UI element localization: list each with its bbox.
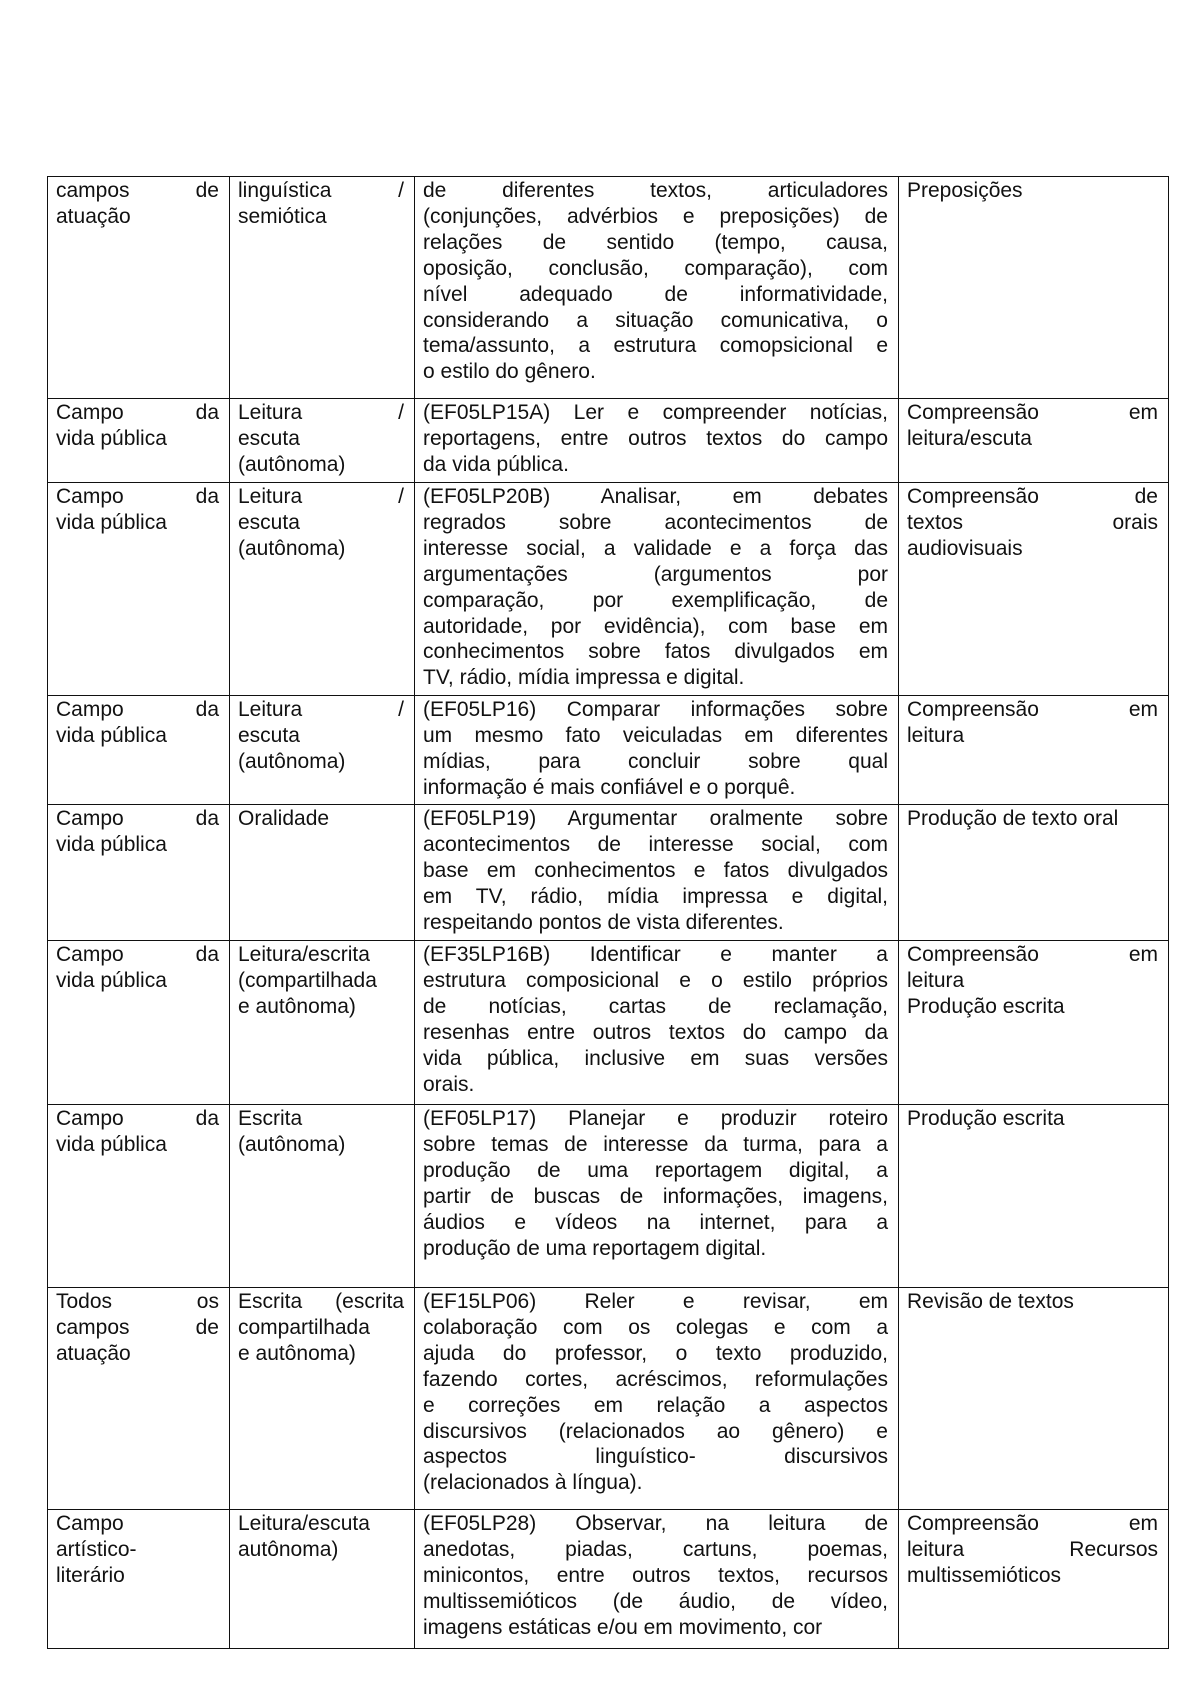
text-line: (compartilhada — [238, 968, 377, 992]
text-line: vida pública — [56, 832, 167, 856]
text-line: audiovisuais — [907, 536, 1023, 560]
text-line: (relacionados à língua). — [423, 1471, 643, 1495]
text-line: regrados sobre acontecimentos de — [423, 510, 888, 534]
text-line: compartilhada — [238, 1315, 370, 1339]
text-line: resenhas entre outros textos do campo da — [423, 1020, 888, 1044]
text-line: Revisão de textos — [907, 1290, 1074, 1313]
text-line: Leitura / — [238, 485, 404, 508]
text-line: Leitura/escuta — [238, 1512, 370, 1535]
pratica-linguagem-cell — [230, 805, 415, 941]
text-line: Campo da — [56, 807, 219, 830]
text-line: (EF35LP16B) Identificar e manter a — [423, 943, 888, 966]
text-line: tema/assunto, a estrutura comopsicional e — [423, 334, 888, 358]
text-line: produção de uma reportagem digital, a — [423, 1158, 888, 1182]
text-line: conhecimentos sobre fatos divulgados em — [423, 640, 888, 664]
text-line: Compreensão em — [907, 1512, 1158, 1535]
text-line: acontecimentos de interesse social, com — [423, 832, 888, 856]
text-line: Leitura/escrita — [238, 943, 370, 966]
habilidade-cell — [415, 696, 899, 805]
text-line: Campo da — [56, 485, 219, 508]
text-line: (EF05LP19) Argumentar oralmente sobre — [423, 807, 888, 830]
table-row — [48, 1288, 1169, 1510]
objeto-conhecimento-cell — [899, 941, 1169, 1105]
text-line: partir de buscas de informações, imagens, — [423, 1184, 888, 1208]
text-line: escuta — [238, 510, 300, 534]
campo-atuacao-cell — [48, 1105, 230, 1288]
text-line: respeitando pontos de vista diferentes. — [423, 910, 784, 934]
text-line: de notícias, cartas de reclamação, — [423, 994, 888, 1018]
text-line: TV, rádio, mídia impressa e digital. — [423, 666, 745, 690]
text-line: imagens estáticas e/ou em movimento, cor — [423, 1615, 823, 1639]
text-line: Campo da — [56, 943, 219, 966]
text-line: Escrita (escrita — [238, 1290, 404, 1313]
text-line: considerando a situação comunicativa, o — [423, 308, 888, 332]
text-line: (autônoma) — [238, 1132, 346, 1156]
text-line: (autônoma) — [238, 452, 346, 476]
habilidade-cell — [415, 399, 899, 483]
text-line: leitura Recursos — [907, 1537, 1158, 1561]
text-line: mídias, para concluir sobre qual — [423, 749, 888, 773]
campo-atuacao-cell — [48, 941, 230, 1105]
text-line: Compreensão em — [907, 401, 1158, 424]
habilidade-cell — [415, 941, 899, 1105]
text-line: vida pública — [56, 723, 167, 747]
text-line: interesse social, a validade e a força das — [423, 536, 888, 560]
text-line: Campo da — [56, 401, 219, 424]
text-line: e autônoma) — [238, 1341, 356, 1365]
text-line: leitura — [907, 723, 965, 747]
text-line: multissemióticos — [907, 1563, 1062, 1587]
text-line: produção de uma reportagem digital. — [423, 1236, 767, 1260]
text-line: campos de — [56, 1315, 219, 1339]
text-line: (EF05LP28) Observar, na leitura de — [423, 1512, 888, 1535]
text-line: sobre temas de interesse da turma, para a — [423, 1132, 888, 1156]
text-line: campos de — [56, 179, 219, 202]
table-row — [48, 805, 1169, 941]
text-line: linguística / — [238, 179, 404, 202]
text-line: Todos os — [56, 1290, 219, 1313]
text-line: leitura/escuta — [907, 426, 1032, 450]
text-line: semiótica — [238, 204, 327, 228]
text-line: textos orais — [907, 510, 1158, 534]
text-line: orais. — [423, 1072, 475, 1096]
campo-atuacao-cell — [48, 399, 230, 483]
text-line: artístico- — [56, 1537, 137, 1561]
objeto-conhecimento-cell — [899, 1288, 1169, 1510]
text-line: oposição, conclusão, comparação), com — [423, 256, 888, 280]
text-line: e correções em relação a aspectos — [423, 1393, 888, 1417]
text-line: vida pública, inclusive em suas versões — [423, 1046, 888, 1070]
text-line: Escrita — [238, 1107, 303, 1130]
text-line: Campo — [56, 1512, 124, 1535]
text-line: base em conhecimentos e fatos divulgados — [423, 858, 888, 882]
text-line: vida pública — [56, 1132, 167, 1156]
text-line: (EF05LP16) Comparar informações sobre — [423, 698, 888, 721]
pratica-linguagem-cell — [230, 399, 415, 483]
text-line: atuação — [56, 204, 131, 228]
campo-atuacao-cell — [48, 696, 230, 805]
campo-atuacao-cell — [48, 177, 230, 399]
text-line: da vida pública. — [423, 452, 569, 476]
text-line: (EF05LP15A) Ler e compreender notícias, — [423, 401, 888, 424]
habilidade-cell — [415, 1510, 899, 1649]
text-line: minicontos, entre outros textos, recursos — [423, 1563, 888, 1587]
table-row — [48, 1105, 1169, 1288]
pratica-linguagem-cell — [230, 696, 415, 805]
pratica-linguagem-cell — [230, 1105, 415, 1288]
table-row — [48, 483, 1169, 696]
text-line: autoridade, por evidência), com base em — [423, 614, 888, 638]
text-line: (autônoma) — [238, 536, 346, 560]
pratica-linguagem-cell — [230, 1288, 415, 1510]
table-row — [48, 399, 1169, 483]
text-line: Produção escrita — [907, 994, 1065, 1018]
text-line: nível adequado de informatividade, — [423, 282, 888, 306]
objeto-conhecimento-cell — [899, 483, 1169, 696]
campo-atuacao-cell — [48, 483, 230, 696]
habilidade-cell — [415, 805, 899, 941]
text-line: um mesmo fato veiculadas em diferentes — [423, 723, 888, 747]
text-line: Produção de texto oral — [907, 807, 1119, 830]
text-line: (EF05LP17) Planejar e produzir roteiro — [423, 1107, 888, 1130]
text-line: anedotas, piadas, cartuns, poemas, — [423, 1537, 888, 1561]
table-row — [48, 696, 1169, 805]
objeto-conhecimento-cell — [899, 696, 1169, 805]
text-line: autônoma) — [238, 1537, 339, 1561]
text-line: estrutura composicional e o estilo próprios — [423, 968, 888, 992]
text-line: Compreensão de — [907, 485, 1158, 508]
objeto-conhecimento-cell — [899, 1510, 1169, 1649]
text-line: Oralidade — [238, 807, 330, 830]
text-line: relações de sentido (tempo, causa, — [423, 230, 888, 254]
text-line: Produção escrita — [907, 1107, 1065, 1130]
text-line: escuta — [238, 723, 300, 747]
text-line: áudios e vídeos na internet, para a — [423, 1210, 888, 1234]
objeto-conhecimento-cell — [899, 1105, 1169, 1288]
text-line: Compreensão em — [907, 943, 1158, 966]
text-line: vida pública — [56, 968, 167, 992]
text-line: leitura — [907, 968, 965, 992]
text-line: escuta — [238, 426, 300, 450]
table-row — [48, 1510, 1169, 1649]
objeto-conhecimento-cell — [899, 805, 1169, 941]
text-line: vida pública — [56, 510, 167, 534]
curriculum-table — [47, 176, 1169, 1649]
text-line: (autônoma) — [238, 749, 346, 773]
text-line: (conjunções, advérbios e preposições) de — [423, 204, 888, 228]
text-line: informação é mais confiável e o porquê. — [423, 775, 796, 799]
text-line: discursivos (relacionados ao gênero) e — [423, 1419, 888, 1443]
text-line: colaboração com os colegas e com a — [423, 1315, 888, 1339]
text-line: Preposições — [907, 179, 1023, 202]
habilidade-cell — [415, 1288, 899, 1510]
text-line: Leitura / — [238, 401, 404, 424]
pratica-linguagem-cell — [230, 1510, 415, 1649]
text-line: fazendo cortes, acréscimos, reformulações — [423, 1367, 888, 1391]
campo-atuacao-cell — [48, 805, 230, 941]
text-line: argumentações (argumentos por — [423, 562, 888, 586]
text-line: Campo da — [56, 698, 219, 721]
text-line: literário — [56, 1563, 125, 1587]
text-line: Leitura / — [238, 698, 404, 721]
pratica-linguagem-cell — [230, 177, 415, 399]
text-line: em TV, rádio, mídia impressa e digital, — [423, 884, 888, 908]
campo-atuacao-cell — [48, 1510, 230, 1649]
text-line: reportagens, entre outros textos do campo — [423, 426, 888, 450]
text-line: aspectos linguístico- discursivos — [423, 1445, 888, 1469]
text-line: Campo da — [56, 1107, 219, 1130]
pratica-linguagem-cell — [230, 941, 415, 1105]
habilidade-cell — [415, 1105, 899, 1288]
text-line: e autônoma) — [238, 994, 356, 1018]
text-line: atuação — [56, 1341, 131, 1365]
table-row — [48, 941, 1169, 1105]
table-body — [48, 177, 1169, 1649]
text-line: (EF15LP06) Reler e revisar, em — [423, 1290, 888, 1313]
table-row — [48, 177, 1169, 399]
text-line: de diferentes textos, articuladores — [423, 179, 888, 202]
text-line: multissemióticos (de áudio, de vídeo, — [423, 1589, 888, 1613]
objeto-conhecimento-cell — [899, 399, 1169, 483]
campo-atuacao-cell — [48, 1288, 230, 1510]
text-line: ajuda do professor, o texto produzido, — [423, 1341, 888, 1365]
text-line: comparação, por exemplificação, de — [423, 588, 888, 612]
objeto-conhecimento-cell — [899, 177, 1169, 399]
text-line: o estilo do gênero. — [423, 360, 596, 384]
habilidade-cell — [415, 483, 899, 696]
habilidade-cell — [415, 177, 899, 399]
text-line: Compreensão em — [907, 698, 1158, 721]
text-line: vida pública — [56, 426, 167, 450]
text-line: (EF05LP20B) Analisar, em debates — [423, 485, 888, 508]
pratica-linguagem-cell — [230, 483, 415, 696]
